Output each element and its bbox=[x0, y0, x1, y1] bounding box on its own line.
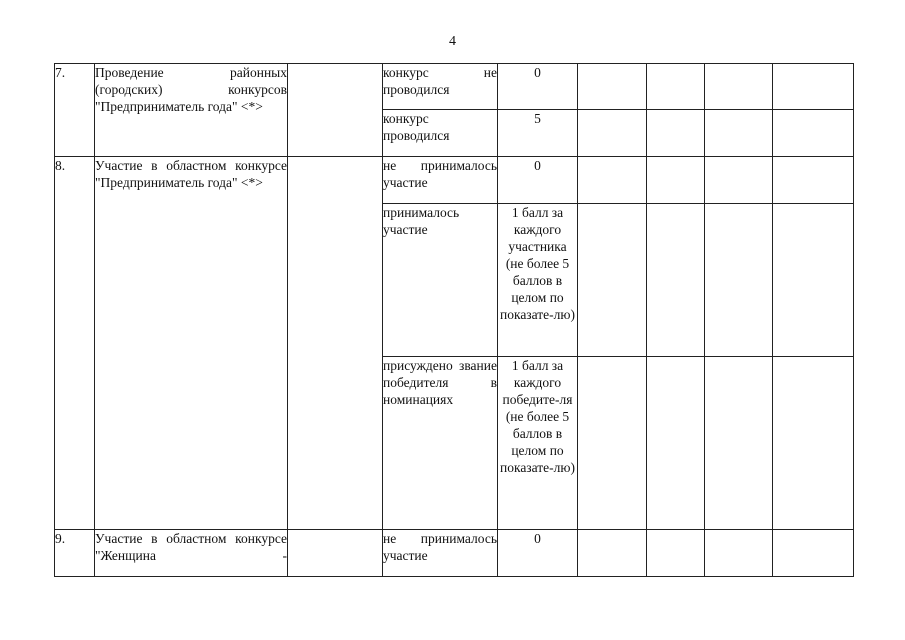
empty-cell bbox=[773, 64, 854, 110]
table-row bbox=[55, 530, 854, 577]
empty-cell bbox=[773, 357, 854, 530]
table-row bbox=[55, 64, 854, 110]
indicator-name-cell bbox=[95, 530, 288, 577]
empty-cell bbox=[578, 157, 647, 204]
condition-cell bbox=[383, 110, 498, 157]
empty-cell bbox=[773, 110, 854, 157]
condition-text: не принималось участие bbox=[383, 158, 497, 190]
empty-cell bbox=[647, 357, 705, 530]
indicator-name: Участие в областном конкурсе "Женщина - bbox=[95, 531, 287, 563]
empty-cell bbox=[705, 530, 773, 577]
empty-cell bbox=[578, 357, 647, 530]
condition-text: присуждено звание победителя в номинациях bbox=[383, 358, 497, 407]
points-cell bbox=[498, 64, 578, 110]
table-row bbox=[55, 157, 854, 204]
empty-cell bbox=[705, 357, 773, 530]
empty-cell bbox=[705, 110, 773, 157]
condition-text: конкурс проводился bbox=[383, 111, 450, 143]
points-cell bbox=[498, 357, 578, 530]
row-number-cell bbox=[55, 530, 95, 577]
points-cell bbox=[498, 110, 578, 157]
empty-cell bbox=[578, 64, 647, 110]
empty-cell bbox=[773, 204, 854, 357]
points-value: 1 балл за каждого участника (не более 5 баллов в целом по показате-лю) bbox=[499, 205, 575, 322]
indicator-name: Участие в областном конкурсе "Предприниматель года" <*> bbox=[95, 158, 287, 190]
empty-cell bbox=[705, 64, 773, 110]
points-value: 0 bbox=[534, 65, 541, 80]
indicator-name-cell bbox=[95, 64, 288, 157]
points-value: 0 bbox=[534, 158, 541, 173]
empty-cell bbox=[647, 204, 705, 357]
condition-cell bbox=[383, 530, 498, 577]
points-cell bbox=[498, 204, 578, 357]
empty-cell bbox=[647, 530, 705, 577]
condition-cell bbox=[383, 357, 498, 530]
points-cell bbox=[498, 530, 578, 577]
points-cell bbox=[498, 157, 578, 204]
indicator-name-cell bbox=[95, 157, 288, 530]
empty-cell bbox=[705, 204, 773, 357]
empty-cell bbox=[705, 157, 773, 204]
page-number: 4 bbox=[449, 34, 456, 49]
condition-cell bbox=[383, 157, 498, 204]
points-value: 5 bbox=[534, 111, 541, 126]
empty-cell bbox=[647, 157, 705, 204]
row-number: 9. bbox=[55, 531, 66, 546]
condition-text: конкурс не проводился bbox=[383, 65, 497, 97]
points-value: 0 bbox=[534, 531, 541, 546]
condition-text: принималось участие bbox=[383, 205, 460, 237]
criteria-table bbox=[54, 63, 854, 577]
row-number-cell bbox=[55, 64, 95, 157]
indicator-name: Проведение районных (городских) конкурсов "Предприниматель года" <*> bbox=[95, 65, 287, 114]
empty-cell bbox=[288, 157, 383, 530]
points-value: 1 балл за каждого победите-ля (не более 5 баллов в целом по показате-лю) bbox=[499, 358, 575, 475]
empty-cell bbox=[647, 110, 705, 157]
empty-cell bbox=[773, 530, 854, 577]
empty-cell bbox=[288, 64, 383, 157]
row-number: 8. bbox=[55, 158, 66, 173]
empty-cell bbox=[578, 204, 647, 357]
row-number-cell bbox=[55, 157, 95, 530]
row-number: 7. bbox=[55, 65, 66, 80]
empty-cell bbox=[647, 64, 705, 110]
empty-cell bbox=[578, 530, 647, 577]
condition-cell bbox=[383, 64, 498, 110]
condition-cell bbox=[383, 204, 498, 357]
empty-cell bbox=[773, 157, 854, 204]
empty-cell bbox=[288, 530, 383, 577]
condition-text: не принималось участие bbox=[383, 531, 497, 563]
empty-cell bbox=[578, 110, 647, 157]
